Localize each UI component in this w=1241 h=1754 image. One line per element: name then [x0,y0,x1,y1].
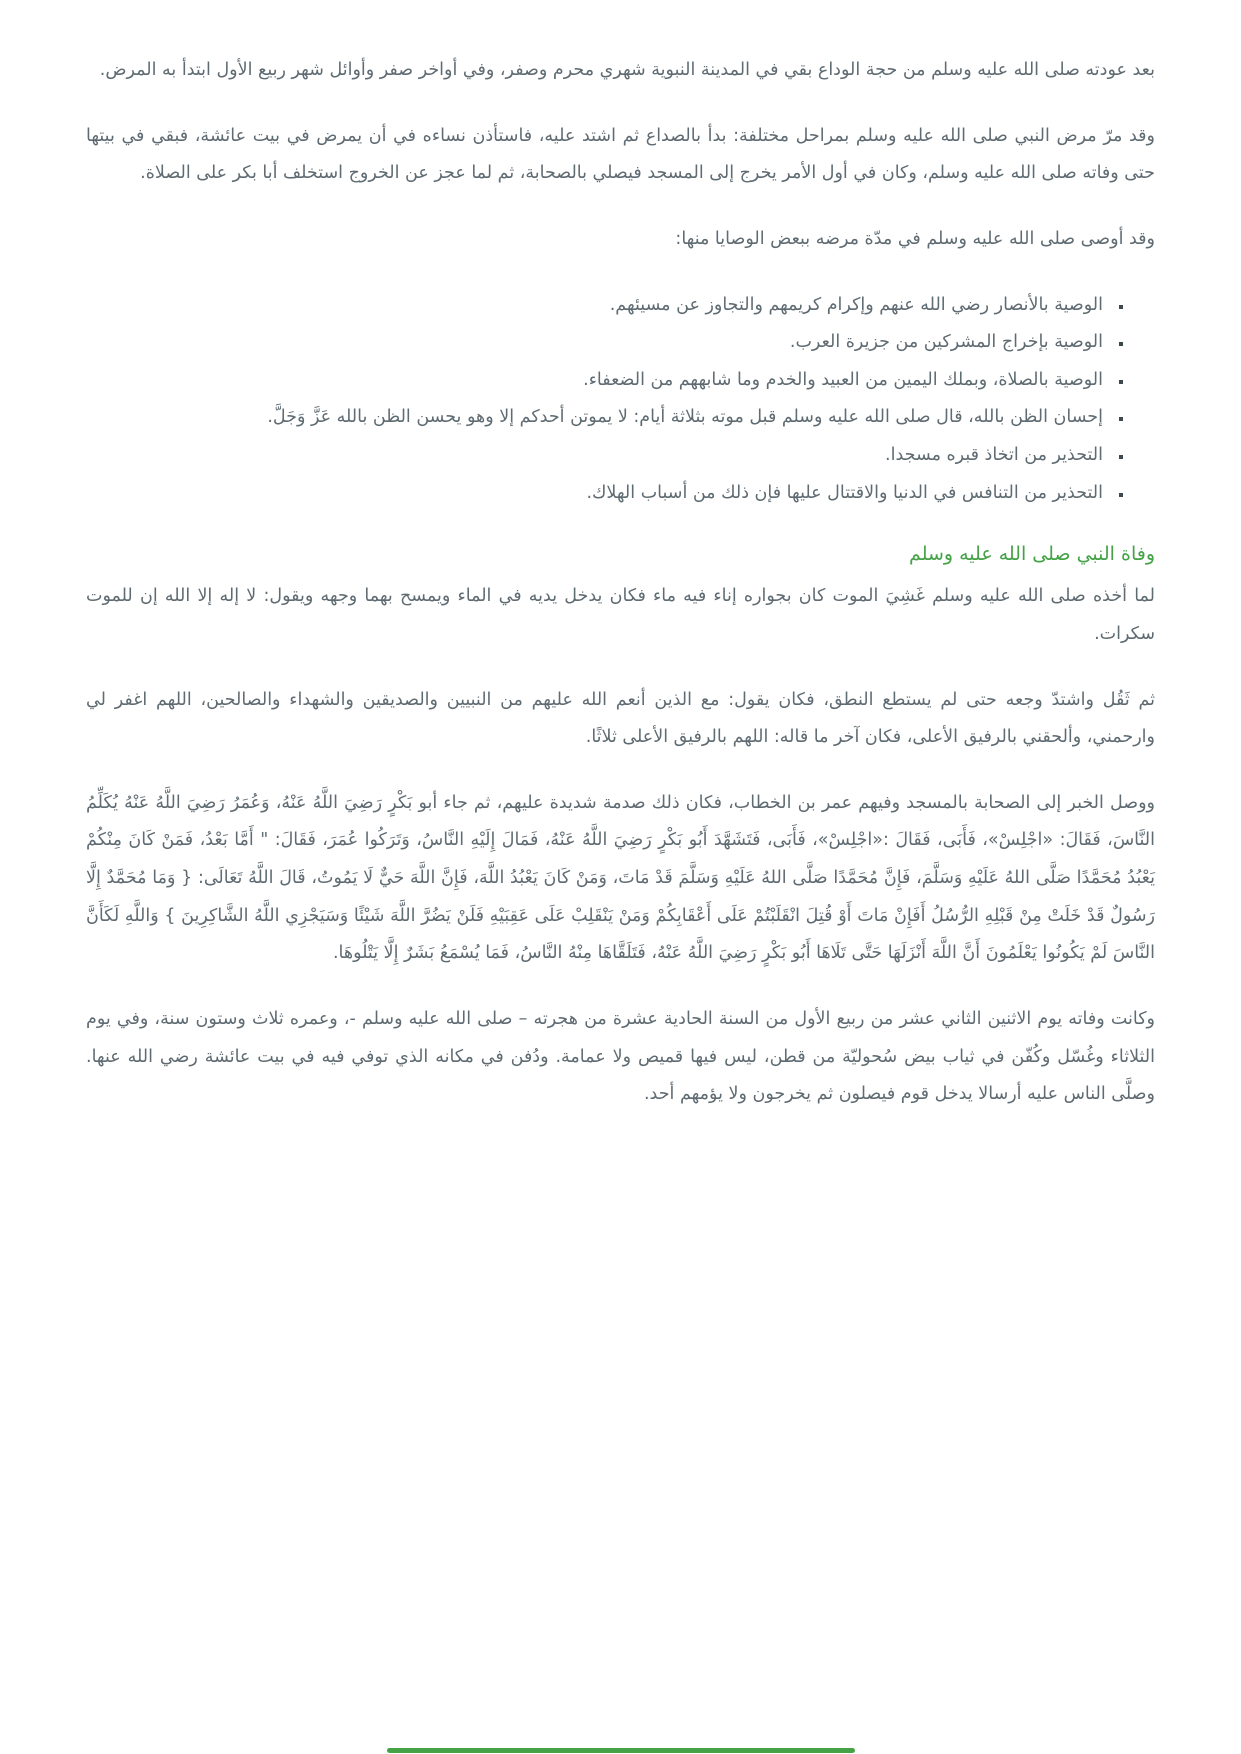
list-item-mushrikin: ▪ الوصية بإخراج المشركين من جزيرة العرب. [86,324,1109,362]
paragraph-illness-stages: وقد مرّ مرض النبي صلى الله عليه وسلم بمراحل مختلفة: بدأ بالصداع ثم اشتد عليه، فاستأذن نساءه في أن يمرض في بيت عائشة، فبقي في بيتها حتى وفاته صلى الله عليه وسلم، وكان في أول الأمر يخرج إلى المسجد فيصلي بالصحابة، ثم لما عجز عن الخروج استخلف أبا بكر على الصلاة. [86,125,1155,184]
paragraph-last-words: ثم ثَقُل واشتدّ وجعه حتى لم يستطع النطق، فكان يقول: مع الذين أنعم الله عليهم من النبيين والصديقين والشهداء والصالحين، اللهم اغفر لي وارحمني، وألحقني بالرفيق الأعلى، فكان آخر ما قاله: اللهم بالرفيق الأعلى ثلاثًا. [86,689,1155,748]
list-item-ansar: ▪ الوصية بالأنصار رضي الله عنهم وإكرام كريمهم والتجاوز عن مسيئهم. [86,287,1109,325]
list-item-husn-dhann: ▪ إحسان الظن بالله، قال صلى الله عليه وسلم قبل موته بثلاثة أيام: لا يموتن أحدكم إلا وهو يحسن الظن بالله عَزَّ وَجَلَّ. [86,399,1109,437]
section-heading-death-of-prophet: وفاة النبي صلى الله عليه وسلم [909,543,1155,566]
paragraph-return-from-hajj: بعد عودته صلى الله عليه وسلم من حجة الوداع بقي في المدينة النبوية شهري محرم وصفر، وفي أواخر صفر وأوائل شهر ربيع الأول ابتدأ به المرض. [99,60,1155,80]
wasaya-list [86,287,1155,513]
page-bottom-indicator-bar [387,1748,855,1753]
paragraph-death-throes: لما أخذه صلى الله عليه وسلم غَشِيَ الموت كان بجواره إناء فيه ماء فكان يدخل يديه في الماء ويمسح بهما وجهه ويقول: لا إله إلا الله إن للموت سكرات. [86,586,1155,644]
paragraph-wasaya-intro: وقد أوصى صلى الله عليه وسلم في مدّة مرضه ببعض الوصايا منها: [675,228,1155,249]
list-item-dunya-warning: ▪ التحذير من التنافس في الدنيا والاقتتال عليها فإن ذلك من أسباب الهلاك. [86,475,1109,513]
list-item-salah: ▪ الوصية بالصلاة، وبملك اليمين من العبيد والخدم وما شابههم من الضعفاء. [86,362,1109,400]
list-item-grave-warning: ▪ التحذير من اتخاذ قبره مسجدا. [86,437,1109,475]
paragraph-burial: وكانت وفاته يوم الاثنين الثاني عشر من ربيع الأول من السنة الحادية عشرة من هجرته – صلى الله عليه وسلم -، وعمره ثلاث وستون سنة، وفي يوم الثلاثاء وغُسّل وكُفّن في ثياب بيض سُحوليّة من قطن، ليس فيها قميص ولا عمامة. ودُفن في مكانه الذي توفي فيه في بيت عائشة رضي الله عنها. وصلَّى الناس عليه أرسالا يدخل قوم فيصلون ثم يخرجون ولا يؤمهم أحد. [86,1008,1155,1105]
paragraph-abu-bakr-speech: ووصل الخبر إلى الصحابة بالمسجد وفيهم عمر بن الخطاب، فكان ذلك صدمة شديدة عليهم، ثم جاء أبو بَكْرٍ رَضِيَ اللَّهُ عَنْهُ، وَعُمَرُ رَضِيَ اللَّهُ عَنْهُ يُكَلِّمُ النَّاسَ، فَقَالَ: «اجْلِسْ»، فَأَبَى، فَقَالَ :«اجْلِسْ»، فَأَبَى، فَتَشَهَّدَ أَبُو بَكْرٍ رَضِيَ اللَّهُ عَنْهُ، فَمَالَ إِلَيْهِ النَّاسُ، وَتَرَكُوا عُمَرَ، فَقَالَ: " أَمَّا بَعْدُ، فَمَنْ كَانَ مِنْكُمْ يَعْبُدُ مُحَمَّدًا صَلَّى اللهُ عَلَيْهِ وَسَلَّمَ، فَإِنَّ مُحَمَّدًا صَلَّى اللهُ عَلَيْهِ وَسَلَّمَ قَدْ مَاتَ، وَمَنْ كَانَ يَعْبُدُ اللَّهَ، فَإِنَّ اللَّهَ حَيٌّ لَا يَمُوتُ، قَالَ اللَّهُ تَعَالَى: { وَمَا مُحَمَّدٌ إِلَّا رَسُولٌ قَدْ خَلَتْ مِنْ قَبْلِهِ الرُّسُلُ أَفَإِنْ مَاتَ أَوْ قُتِلَ انْقَلَبْتُمْ عَلَى أَعْقَابِكُمْ وَمَنْ يَنْقَلِبْ عَلَى عَقِبَيْهِ فَلَنْ يَضُرَّ اللَّهَ شَيْئًا وَسَيَجْزِي اللَّهُ الشَّاكِرِينَ } وَاللَّهِ لَكَأَنَّ النَّاسَ لَمْ يَكُونُوا يَعْلَمُونَ أَنَّ اللَّهَ أَنْزَلَهَا حَتَّى تَلَاهَا أَبُو بَكْرٍ رَضِيَ اللَّهُ عَنْهُ، فَتَلَقَّاهَا مِنْهُ النَّاسُ، فَمَا يُسْمَعُ بَشَرٌ إِلَّا يَتْلُوهَا. [86,792,1155,964]
